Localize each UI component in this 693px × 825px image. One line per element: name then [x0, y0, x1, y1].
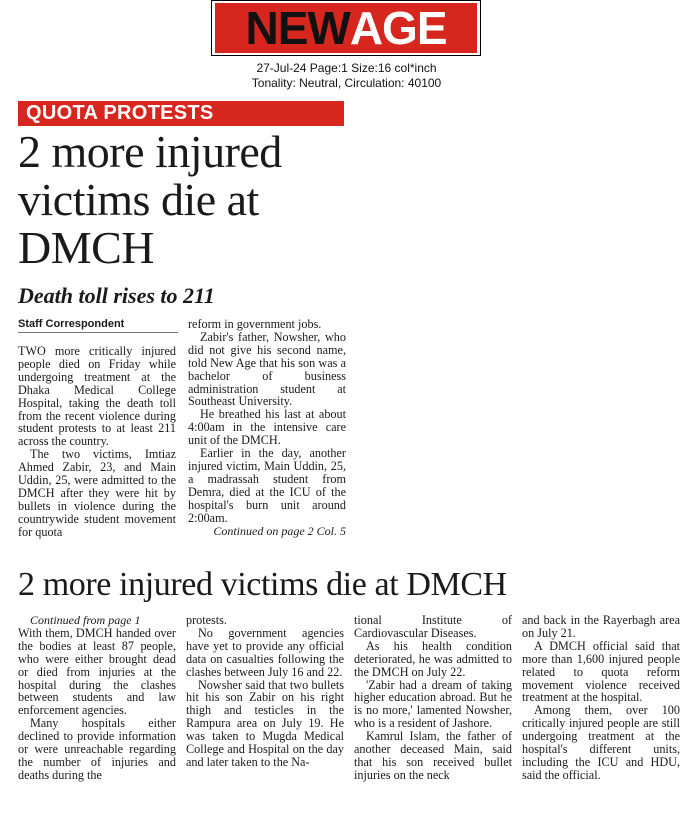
paragraph: Nowsher said that two bullets hit his son Zabir on his right thigh and testicles in the Rampura area on July 19. He was taken to Mugda Medical College and Hospital on the day and later taken to the Na-	[186, 677, 344, 769]
section-tag: QUOTA PROTESTS	[18, 101, 344, 126]
paragraph: Many hospitals either declined to provide information or were unreachable regarding the number of injuries and deaths during the	[18, 716, 176, 782]
logo-text-new: NEW	[245, 2, 350, 54]
paragraph: Among them, over 100 critically injured people are still undergoing treatment at the hospital's different units, including the ICU and HDU, said the official.	[522, 703, 680, 782]
paragraph: protests.	[186, 613, 227, 627]
continuation-column-2	[186, 614, 344, 769]
logo-text-age: AGE	[349, 2, 447, 54]
byline: Staff Correspondent	[18, 318, 178, 333]
continued-on-note: Continued on page 2 Col. 5	[213, 523, 346, 538]
continuation-column-1	[18, 614, 176, 782]
paragraph: Kamrul Islam, the father of another deceased Main, said that his son received bullet injuries on the neck	[354, 729, 512, 782]
headline: 2 more injured victims die at DMCH	[18, 126, 282, 273]
paragraph: A DMCH official said that more than 1,600 injured people related to quota reform movement violence received treatment at the hospital.	[522, 638, 680, 705]
paragraph: As his health condition deteriorated, he was admitted to the DMCH on July 22.	[354, 638, 512, 679]
paragraph: TWO more critically injured people died on Friday while undergoing treatment at the Dhaka Medical College Hospital, taking the death toll from the recent violence during student protests to at least 211 across the country.	[18, 344, 176, 449]
article-column-2	[188, 318, 346, 537]
logo-banner	[215, 3, 477, 53]
newspaper-logo	[211, 0, 481, 56]
continued-from-note: Continued from page 1	[30, 613, 141, 627]
clip-meta-tonality: Tonality: Neutral, Circulation: 40100	[251, 76, 442, 90]
continuation-column-3	[354, 614, 512, 782]
article-column-1	[18, 345, 176, 539]
deck-subheadline: Death toll rises to 211	[18, 283, 215, 308]
paragraph: No government agencies have yet to provide any official data on casualties following the clashes between July 16 and 22.	[186, 625, 344, 679]
paragraph: tional Institute of Cardiovascular Diseases.	[354, 613, 512, 640]
continuation-column-4	[522, 614, 680, 782]
continuation-headline: 2 more injured victims die at DMCH	[18, 566, 507, 603]
paragraph: He breathed his last at about 4:00am in the intensive care unit of the DMCH.	[188, 407, 346, 448]
paragraph: With them, DMCH handed over the bodies at least 87 people, who were either brought dead or died from injuries at the hospital during the clashes between students and law enforcement agencies.	[18, 625, 176, 718]
paragraph: The two victims, Imtiaz Ahmed Zabir, 23, and Main Uddin, 25, were admitted to the DMCH after they were hit by bullets in violence during the countrywide student movement for quota	[18, 447, 176, 539]
paragraph: Earlier in the day, another injured victim, Main Uddin, 25, a madrassah student from Demra, died at the ICU of the hospital's burn unit around 2:00am.	[188, 446, 346, 525]
paragraph: and back in the Rayerbagh area on July 21.	[522, 613, 680, 640]
paragraph: 'Zabir had a dream of taking higher education abroad. But he is no more,' lamented Nowsher, who is a resident of Jashore.	[354, 677, 512, 731]
paragraph: Zabir's father, Nowsher, who did not give his second name, told New Age that his son was a bachelor of business administration student at Southeast University.	[188, 329, 346, 409]
clip-meta-date-page: 27-Jul-24 Page:1 Size:16 col*inch	[256, 61, 437, 75]
paragraph: reform in government jobs.	[188, 317, 322, 331]
